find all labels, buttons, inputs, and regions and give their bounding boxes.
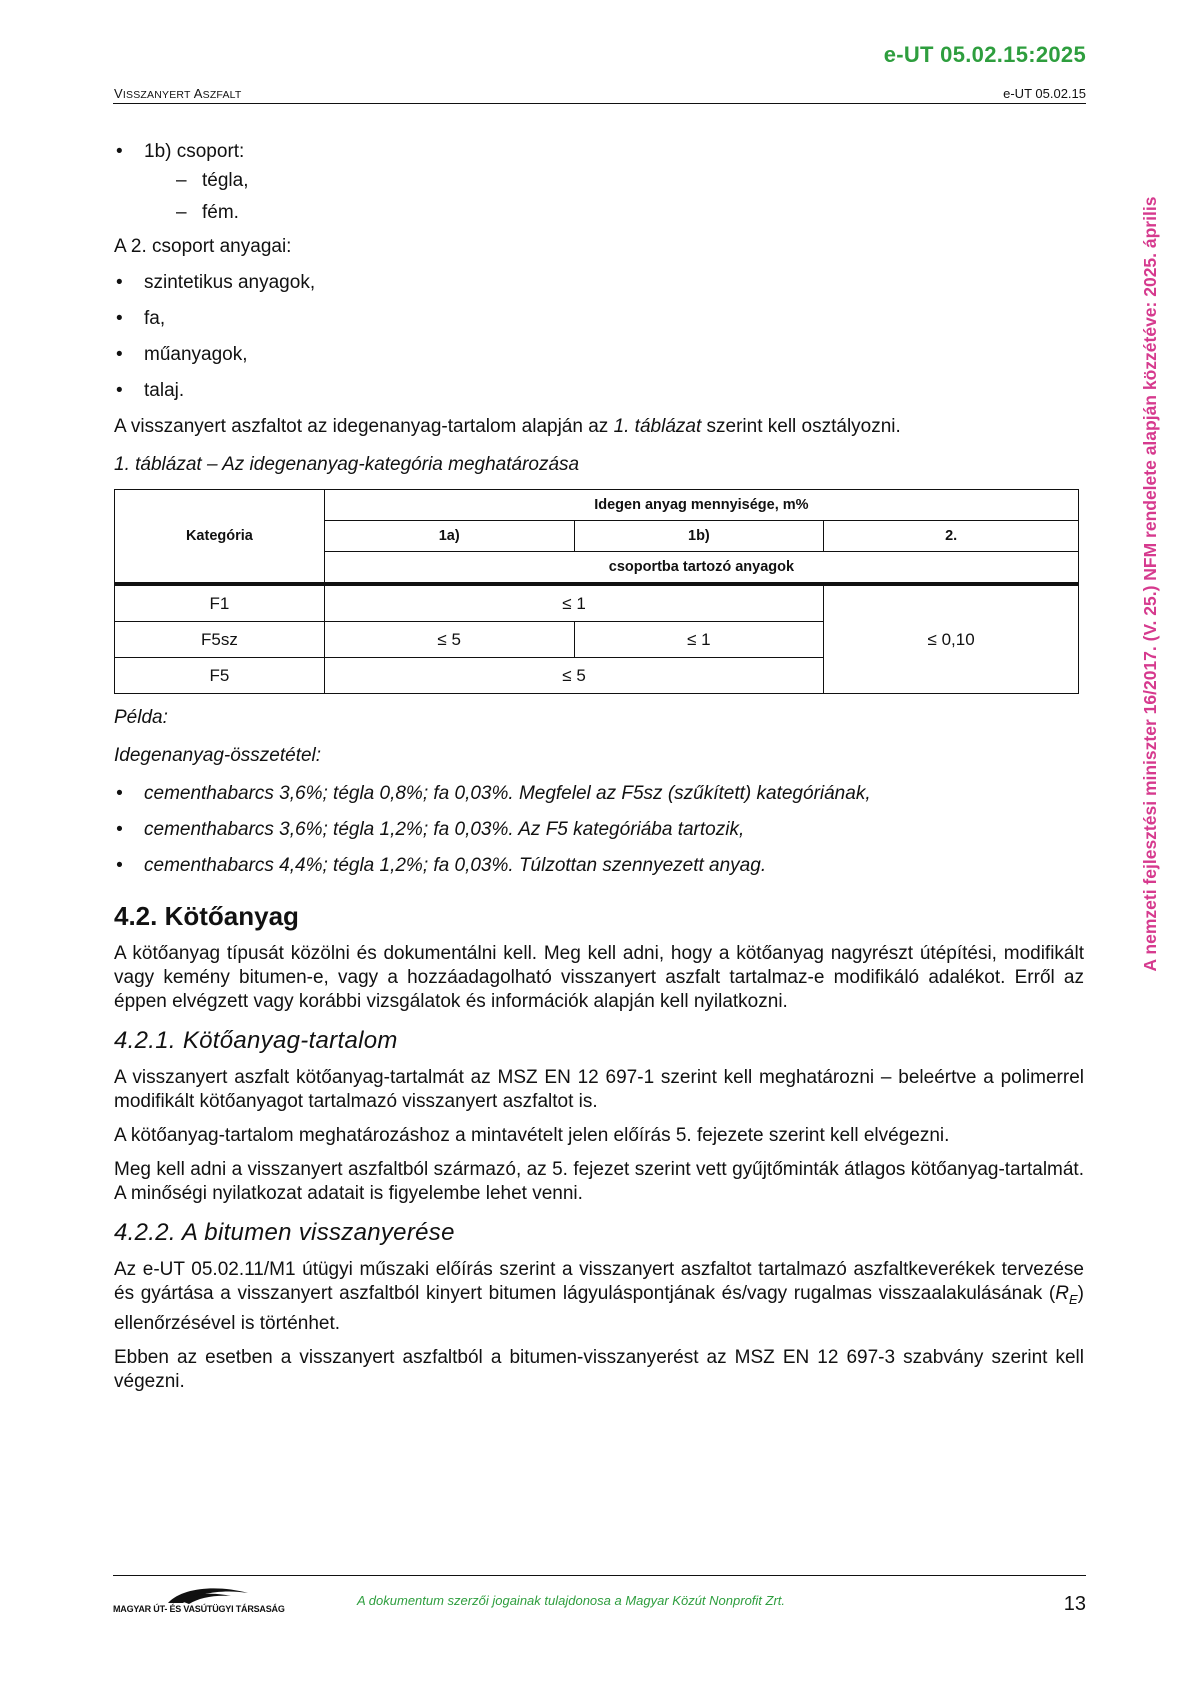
header-group-1a: 1a) xyxy=(324,521,574,552)
list-item xyxy=(114,140,1084,225)
cell-value: ≤ 5 xyxy=(324,622,574,658)
cell-category: F1 xyxy=(115,584,325,622)
header-rule xyxy=(113,103,1086,104)
side-publication-note: A nemzeti fejlesztési miniszter 16/2017. (V. 25.) NFM rendelete alapján közzétéve: 2025. április xyxy=(1140,196,1160,972)
section-title-4-2-1: 4.2.1. Kötőanyag-tartalom xyxy=(114,1027,398,1054)
symbol-re: $R_E$ xyxy=(1055,1283,1078,1307)
section-title-4-2: 4.2. Kötőanyag xyxy=(114,901,299,931)
page-number: 13 xyxy=(1063,1593,1086,1615)
list-item: • műanyagok, xyxy=(114,343,1084,367)
document-code-green: e-UT 05.02.15:2025 xyxy=(883,42,1086,67)
list-item: • fa, xyxy=(114,307,1084,331)
cell-value: ≤ 1 xyxy=(574,622,824,658)
logo-text: MAGYAR ÚT- ÉS VASÚTÜGYI TÁRSASÁG xyxy=(113,1604,285,1614)
section-4-2-1-p1: A visszanyert aszfalt kötőanyag-tartalmát az MSZ EN 12 697-1 szerint kell meghatározni – beleértve a polimerrel modifikált kötőanyagot tartalmazó visszanyert aszfaltot is. xyxy=(114,1067,1084,1112)
classification-sentence: A visszanyert aszfaltot az idegenanyag-tartalom alapján az 1. táblázat szerint kell osztályozni. xyxy=(114,416,901,437)
section-title-4-2-2: 4.2.2. A bitumen visszanyerése xyxy=(114,1219,455,1246)
composition-label: Idegenanyag-összetétel: xyxy=(114,745,322,766)
list-item: • cementhabarcs 3,6%; tégla 1,2%; fa 0,03%. Az F5 kategóriába tartozik, xyxy=(114,818,1084,842)
footer-rule xyxy=(113,1575,1086,1576)
example-label: Példa: xyxy=(114,707,168,728)
copyright-notice: A dokumentum szerzői jogainak tulajdonosa a Magyar Közút Nonprofit Zrt. xyxy=(357,1593,786,1608)
list-item: • cementhabarcs 4,4%; tégla 1,2%; fa 0,03%. Túlzottan szennyezett anyag. xyxy=(114,854,1084,878)
section-4-2-1-p3: Meg kell adni a visszanyert aszfaltból származó, az 5. fejezet szerint vett gyűjtőminták átlagos kötőanyag-tartalmát. A minőségi nyilatkozat adatait is figyelembe lehet venni. xyxy=(114,1159,1084,1204)
group-1b-list xyxy=(114,140,1084,225)
list-item: – tégla, xyxy=(144,169,1084,193)
table-reference: 1. táblázat xyxy=(613,416,702,437)
cell-value: ≤ 5 xyxy=(324,658,823,694)
list-item: • talaj. xyxy=(114,379,1084,403)
header-group-2: 2. xyxy=(824,521,1079,552)
group-1b-sublist xyxy=(144,169,1084,225)
running-code: e-UT 05.02.15 xyxy=(1003,86,1086,101)
cell-category: F5sz xyxy=(115,622,325,658)
cell-category: F5 xyxy=(115,658,325,694)
list-item: • cementhabarcs 3,6%; tégla 0,8%; fa 0,03%. Megfelel az F5sz (szűkített) kategóriának, xyxy=(114,782,1084,806)
header-amount: Idegen anyag mennyisége, m% xyxy=(324,490,1078,521)
main-content xyxy=(114,140,1084,1394)
section-4-2-2-p1: Az e-UT 05.02.11/M1 útügyi műszaki előírás szerint a visszanyert aszfaltot tartalmazó aszfaltkeverékek tervezése és gyártása a visszanyert aszfaltból kinyert bitumen lágyuláspontjának és/vagy rugalmas visszaalakulásának $(R_E)$ ellenőrzésével is történhet. xyxy=(114,1259,1084,1334)
cell-group-2-value: ≤ 0,10 xyxy=(824,584,1079,694)
header-category: Kategória xyxy=(115,490,325,585)
running-title: VISSZANYERT ASZFALT xyxy=(114,86,242,101)
cell-value: ≤ 1 xyxy=(324,584,823,622)
list-item: – fém. xyxy=(144,201,1084,225)
category-table xyxy=(114,489,1079,694)
table-row xyxy=(115,584,1079,622)
table-caption: 1. táblázat – Az idegenanyag-kategória meghatározása xyxy=(114,454,580,475)
list-item: • szintetikus anyagok, xyxy=(114,271,1084,295)
group-2-list xyxy=(114,271,1084,403)
group-2-intro: A 2. csoport anyagai: xyxy=(114,236,292,257)
section-4-2-2-p2: Ebben az esetben a visszanyert aszfaltból a bitumen-visszanyerést az MSZ EN 12 697-3 szabvány szerint kell végezni. xyxy=(114,1346,1084,1392)
section-4-2-1-p2: A kötőanyag-tartalom meghatározáshoz a mintavételt jelen előírás 5. fejezete szerint kell elvégezni. xyxy=(114,1125,950,1146)
section-4-2-text: A kötőanyag típusát közölni és dokumentálni kell. Meg kell adni, hogy a kötőanyag nagyrészt útépítési, modifikált vagy kemény bitumen-e, vagy a hozzáadagolható visszanyert aszfalt tartalmaz-e modifikáló adalékot. Erről az éppen elvégzett vagy korábbi vizsgálatok és információk alapján kell nyilatkozni. xyxy=(114,943,1084,1012)
group-1b-label: 1b) csoport: xyxy=(144,141,245,162)
header-group-note: csoportba tartozó anyagok xyxy=(324,552,1078,585)
header-group-1b: 1b) xyxy=(574,521,824,552)
example-list xyxy=(114,782,1084,878)
